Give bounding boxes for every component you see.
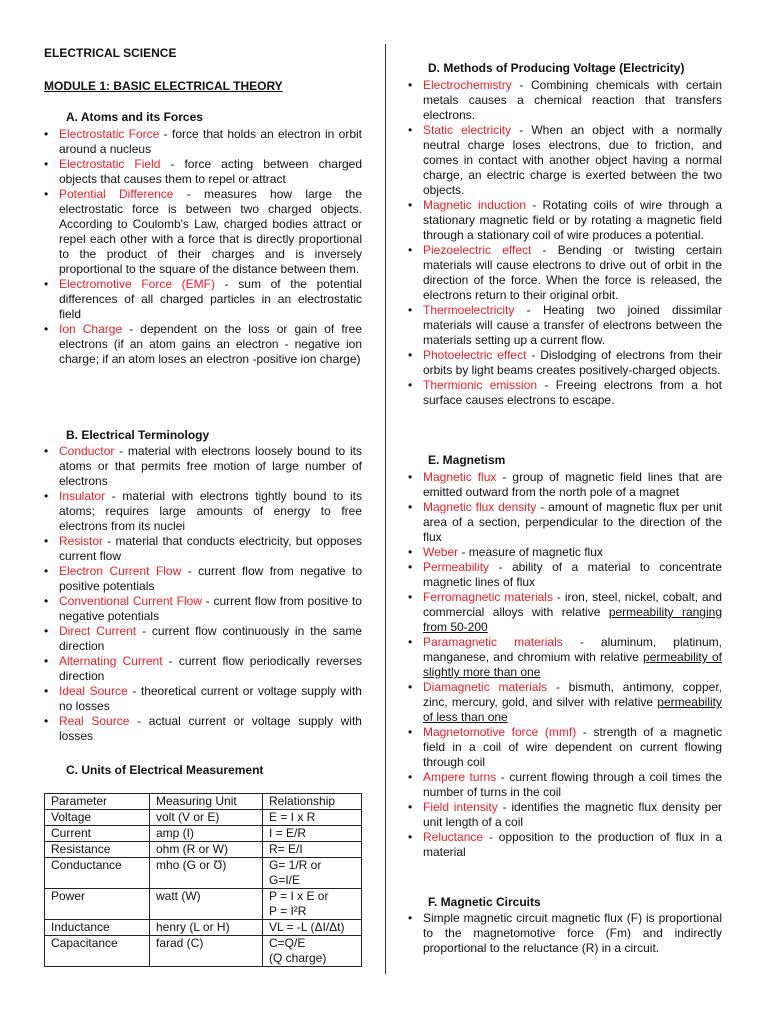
section-a-list — [44, 127, 362, 367]
underlined-phrase: permeability ranging from 50-200 — [423, 605, 722, 634]
unit-cell: ohm (R or W) — [150, 842, 263, 858]
relationship-cell: E = I x R — [263, 810, 362, 826]
table-header-row — [45, 794, 362, 810]
parameter-cell: Resistance — [45, 842, 150, 858]
list-item — [44, 322, 362, 367]
table-row — [45, 826, 362, 842]
list-item — [408, 198, 722, 243]
table-row — [45, 858, 362, 889]
relationship-cell: I = E/R — [263, 826, 362, 842]
definition: - force that holds an electron in orbit around a nucleus — [59, 127, 362, 156]
column-header: Measuring Unit — [150, 794, 263, 810]
term: Field intensity — [423, 800, 498, 814]
table-row — [45, 920, 362, 936]
definition: - strength of a magnetic field in a coil of wire dependent on current flowing through coil — [423, 725, 722, 769]
term: Electromotive Force (EMF) — [59, 277, 215, 291]
term: Static electricity — [423, 123, 512, 137]
relationship-cell: R= E/I — [263, 842, 362, 858]
list-item — [44, 654, 362, 684]
list-item — [408, 378, 722, 408]
table-row — [45, 842, 362, 858]
parameter-cell: Capacitance — [45, 936, 150, 967]
relationship-cell: P = I x E or P = I²R — [263, 889, 362, 920]
relationship-cell: VL = -L (ΔI/Δt) — [263, 920, 362, 936]
term: Ideal Source — [59, 684, 128, 698]
definition: - current flow continuously in the same direction — [59, 624, 362, 653]
definition: - Heating two joined dissimilar materials will cause a transfer of electrons between the materials setting up a current flow. — [423, 303, 722, 347]
module-title: MODULE 1: BASIC ELECTRICAL THEORY — [44, 79, 283, 93]
section-a-heading: A. Atoms and its Forces — [66, 110, 203, 124]
unit-cell: volt (V or E) — [150, 810, 263, 826]
unit-cell: watt (W) — [150, 889, 263, 920]
term: Insulator — [59, 489, 106, 503]
term: Electron Current Flow — [59, 564, 182, 578]
list-item — [408, 725, 722, 770]
column-header: Relationship — [263, 794, 362, 810]
definition: - theoretical current or voltage supply with no losses — [59, 684, 362, 713]
list-item — [44, 564, 362, 594]
definition: - When an object with a normally neutral charge loses electrons, due to friction, and comes in contact with another object having a normal charge, an electric charge is exerted between the two objects. — [423, 123, 722, 197]
list-item — [44, 624, 362, 654]
list-item — [408, 911, 722, 956]
definition: - Combining chemicals with certain metals causes a chemical reaction that transfers electrons. — [423, 78, 722, 122]
definition: - force acting between charged objects that causes them to repel or attract — [59, 157, 362, 186]
list-item — [44, 187, 362, 277]
definition: - actual current or voltage supply with losses — [59, 714, 362, 743]
definition: - current flowing through a coil times the number of turns in the coil — [423, 770, 723, 799]
document-title: ELECTRICAL SCIENCE — [44, 46, 177, 60]
term: Direct Current — [59, 624, 137, 638]
term: Alternating Current — [59, 654, 163, 668]
term: Conventional Current Flow — [59, 594, 202, 608]
term: Photoelectric effect — [423, 348, 527, 362]
term: Ampere turns — [423, 770, 497, 784]
definition: - Rotating coils of wire through a stationary magnetic field or by rotating a magnetic field through a stationary coil of wire produces a potential. — [423, 198, 722, 242]
list-item — [44, 127, 362, 157]
definition: - Freeing electrons from a hot surface causes electrons to escape. — [423, 378, 722, 407]
definition: - ability of a material to concentrate magnetic lines of flux — [423, 560, 722, 589]
definition: - material that conducts electricity, but opposes current flow — [59, 534, 362, 563]
units-table — [44, 793, 362, 967]
list-item — [44, 444, 362, 489]
term: Paramagnetic materials — [423, 635, 563, 649]
term: Real Source — [59, 714, 130, 728]
definition: - iron, steel, nickel, cobalt, and commercial alloys with relative — [423, 590, 723, 619]
column-header: Parameter — [45, 794, 150, 810]
definition: - measure of magnetic flux — [458, 545, 603, 559]
list-item — [44, 489, 362, 534]
unit-cell: farad (C) — [150, 936, 263, 967]
list-item — [408, 800, 722, 830]
list-item — [408, 303, 722, 348]
section-d-heading: D. Methods of Producing Voltage (Electricity) — [428, 61, 685, 75]
list-item — [408, 770, 722, 800]
term: Magnetic induction — [423, 198, 526, 212]
definition: - bismuth, antimony, copper, zinc, mercury, gold, and silver with relative — [423, 680, 722, 709]
list-item — [44, 684, 362, 714]
section-f-heading: F. Magnetic Circuits — [428, 895, 541, 909]
definition: - group of magnetic field lines that are emitted outward from the north pole of a magnet — [423, 470, 722, 499]
list-item — [408, 243, 722, 303]
list-item — [408, 635, 722, 680]
term: Reluctance — [423, 830, 484, 844]
list-item — [408, 78, 722, 123]
list-item — [408, 560, 722, 590]
term: Electrostatic Force — [59, 127, 160, 141]
term: Thermoelectricity — [423, 303, 515, 317]
term: Electrostatic Field — [59, 157, 161, 171]
definition: - material with electrons tightly bound to its atoms; requires large amounts of energy to free electrons from its nuclei — [59, 489, 362, 533]
term: Thermionic emission — [423, 378, 538, 392]
relationship-cell: C=Q/E (Q charge) — [263, 936, 362, 967]
section-b-list — [44, 444, 362, 744]
unit-cell: henry (L or H) — [150, 920, 263, 936]
term: Potential Difference — [59, 187, 174, 201]
section-c-heading: C. Units of Electrical Measurement — [66, 763, 264, 777]
parameter-cell: Voltage — [45, 810, 150, 826]
table-row — [45, 936, 362, 967]
term: Weber — [423, 545, 459, 559]
list-item — [408, 545, 722, 560]
list-item — [408, 590, 722, 635]
list-item — [408, 123, 722, 198]
definition: - dependent on the loss or gain of free electrons (if an atom gains an electron - negative ion charge; if an atom loses an electron -positive ion charge) — [59, 322, 362, 366]
definition: - measures how large the electrostatic force is between two charged objects. — [59, 187, 362, 216]
section-e-list — [408, 470, 722, 860]
parameter-cell: Power — [45, 889, 150, 920]
term: Ferromagnetic materials — [423, 590, 553, 604]
unit-cell: mho (G or Ʊ) — [150, 858, 263, 889]
table-row — [45, 889, 362, 920]
term: Magnetic flux density — [423, 500, 537, 514]
underlined-phrase: permeability of less than one — [423, 695, 722, 724]
list-item — [44, 594, 362, 624]
definition: - identifies the magnetic flux density per unit length of a coil — [423, 800, 722, 829]
term: Electrochemistry — [423, 78, 512, 92]
section-d-list — [408, 78, 722, 408]
definition: - Bending or twisting certain materials will cause electrons to drive out of orbit in the direction of the force. When the force is released, the electrons return to their original orbit. — [423, 243, 722, 302]
list-item — [408, 830, 722, 860]
term: Magnetomotive force (mmf) — [423, 725, 577, 739]
term: Magnetic flux — [423, 470, 497, 484]
parameter-cell: Inductance — [45, 920, 150, 936]
column-divider — [385, 44, 386, 974]
list-item — [408, 680, 722, 725]
definition: - current flow from negative to positive potentials — [59, 564, 362, 593]
list-item — [408, 348, 722, 378]
list-item — [44, 277, 362, 322]
list-item — [44, 534, 362, 564]
underlined-phrase: permeability of slightly more than one — [423, 650, 723, 679]
term: Ion Charge — [59, 322, 123, 336]
definition: Simple magnetic circuit magnetic flux (F) is proportional to the magnetomotive force (Fm) and indirectly proportional to the reluctance (R) in a circuit. — [423, 911, 722, 955]
section-f-list — [408, 911, 722, 956]
table-row — [45, 810, 362, 826]
definition: - amount of magnetic flux per unit area of a section, perpendicular to the direction of the flux — [423, 500, 722, 544]
section-e-heading: E. Magnetism — [428, 453, 506, 467]
definition: - current flow from positive to negative potentials — [59, 594, 362, 623]
list-item — [44, 157, 362, 187]
definition: - opposition to the production of flux in a material — [423, 830, 722, 859]
parameter-cell: Current — [45, 826, 150, 842]
definition: - material with electrons loosely bound to its atoms or that permits free motion of large number of electrons — [59, 444, 362, 488]
term: Resistor — [59, 534, 104, 548]
relationship-cell: G= 1/R or G=I/E — [263, 858, 362, 889]
definition: - aluminum, platinum, manganese, and chromium with relative — [423, 635, 722, 664]
parameter-cell: Conductance — [45, 858, 150, 889]
definition: - sum of the potential differences of all charged particles in an electrostatic field — [59, 277, 362, 321]
term: Permeability — [423, 560, 490, 574]
coulombs-law-note: According to Coulomb's Law, charged bodies attract or repel each other with a force that is directly proportional to the product of their charges and is inversely proportional to the square of the distance between them. — [59, 217, 362, 276]
term: Diamagnetic materials — [423, 680, 548, 694]
list-item — [44, 714, 362, 744]
section-b-heading: B. Electrical Terminology — [66, 428, 210, 442]
term: Conductor — [59, 444, 115, 458]
definition: - Dislodging of electrons from their orbits by light beams creates positively-charged objects. — [423, 348, 722, 377]
list-item — [408, 470, 722, 500]
definition: - current flow periodically reverses direction — [59, 654, 362, 683]
term: Piezoelectric effect — [423, 243, 532, 257]
list-item — [408, 500, 722, 545]
unit-cell: amp (I) — [150, 826, 263, 842]
